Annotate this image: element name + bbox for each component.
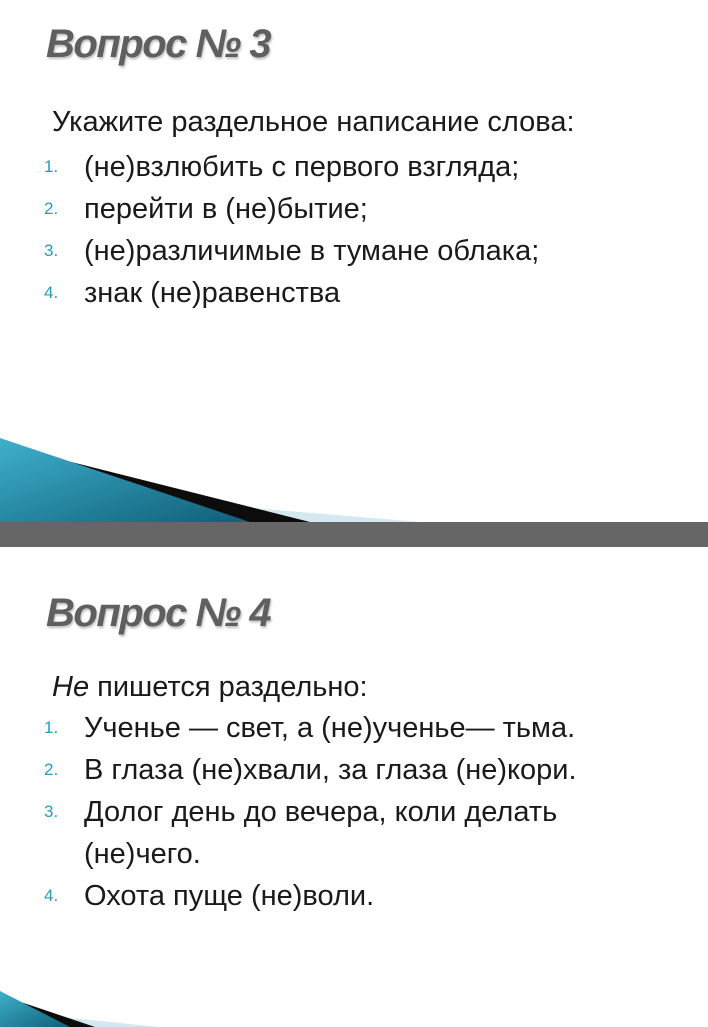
option-text: знак (не)равенства: [84, 277, 341, 309]
answer-option-3: [0, 230, 708, 272]
slide-question-4: [0, 547, 708, 1027]
answer-option-3: [0, 791, 708, 875]
answer-options-list: [0, 707, 708, 917]
answer-option-2: [0, 749, 708, 791]
slide-title: Вопрос № 4: [46, 591, 271, 635]
option-number: 2.: [44, 199, 59, 218]
option-text: В глаза (не)хвали, за глаза (не)кори.: [84, 754, 577, 786]
option-text: перейти в (не)бытие;: [84, 193, 368, 225]
option-number: 1.: [44, 718, 59, 737]
option-text: Ученье — свет, а (не)ученье— тьма.: [84, 712, 576, 744]
option-number: 3.: [44, 802, 59, 821]
answer-option-1: [0, 707, 708, 749]
answer-options-list: [0, 146, 708, 314]
slide-corner-decoration: [0, 987, 708, 1027]
answer-option-1: [0, 146, 708, 188]
question-prompt: [52, 671, 368, 704]
option-number: 1.: [44, 157, 59, 176]
slide-corner-decoration: [0, 432, 708, 522]
answer-option-4: [0, 875, 708, 917]
option-number: 4.: [44, 283, 59, 302]
option-text: (не)различимые в тумане облака;: [84, 235, 540, 267]
option-number: 4.: [44, 886, 59, 905]
answer-option-2: [0, 188, 708, 230]
question-prompt-italic: Не: [52, 671, 90, 703]
answer-option-4: [0, 272, 708, 314]
slide-title: Вопрос № 3: [46, 22, 271, 66]
question-prompt-text: пишется раздельно:: [89, 671, 368, 703]
option-text: Долог день до вечера, коли делать (не)чего.: [84, 796, 558, 870]
question-prompt-text: Укажите раздельное написание слова:: [52, 106, 575, 138]
option-number: 2.: [44, 760, 59, 779]
question-prompt: [52, 106, 575, 139]
option-text: Охота пуще (не)воли.: [84, 880, 375, 912]
option-number: 3.: [44, 241, 59, 260]
option-text: (не)взлюбить с первого взгляда;: [84, 151, 520, 183]
slide-separator: [0, 522, 708, 547]
